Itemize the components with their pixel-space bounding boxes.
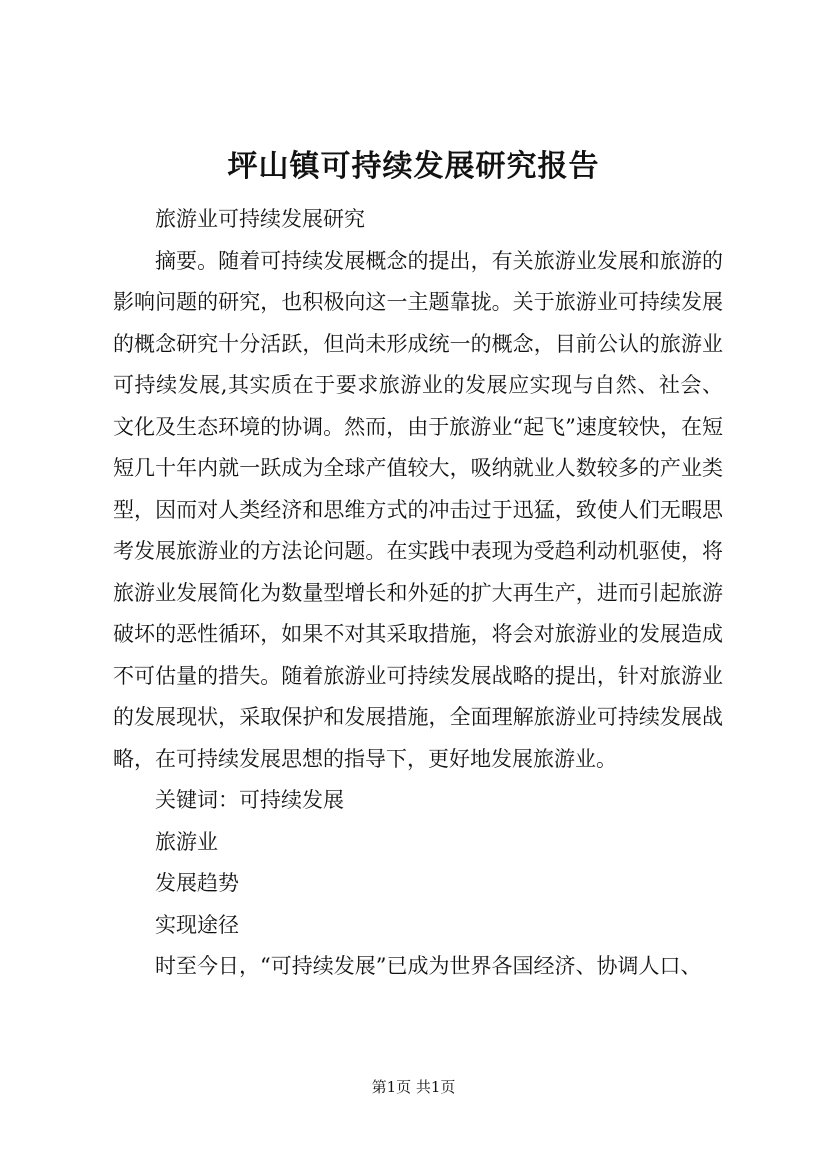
document-body: [113, 199, 723, 988]
keyword-item: 旅游业: [155, 829, 218, 854]
keyword-item: 发展趋势: [155, 871, 239, 895]
abstract-paragraph: 摘要。随着可持续发展概念的提出，有关旅游业发展和旅游的影响问题的研究，也积极向这一主题靠拢。关于旅游业可持续发展的概念研究十分活跃，但尚未形成统一的概念，目前公认的旅游业可持续发展,其实质在于要求旅游业的发展应实现与自然、社会、文化及生态环境的协调。然而，由于旅游业“起飞”速度较快，在短短几十年内就一跃成为全球产值较大，吸纳就业人数较多的产业类型，因而对人类经济和思维方式的冲击过于迅猛，致使人们无暇思考发展旅游业的方法论问题。在实践中表现为受趋利动机驱使，将旅游业发展简化为数量型增长和外延的扩大再生产，进而引起旅游破坏的恶性循环，如果不对其采取措施，将会对旅游业的发展造成不可估量的措失。随着旅游业可持续发展战略的提出，针对旅游业的发展现状，采取保护和发展措施，全面理解旅游业可持续发展战略，在可持续发展思想的指导下，更好地发展旅游业。: [113, 248, 723, 771]
keyword-item: 实现途径: [155, 912, 239, 937]
page-footer: 第1页 共1页: [371, 1078, 456, 1096]
document-title: 坪山镇可持续发展研究报告: [227, 149, 600, 184]
intro-paragraph: 时至今日，“可持续发展”已成为世界各国经济、协调人口、: [155, 954, 702, 978]
keywords-label: 关键词：可持续发展: [155, 788, 344, 812]
section-subtitle: 旅游业可持续发展研究: [155, 207, 365, 231]
